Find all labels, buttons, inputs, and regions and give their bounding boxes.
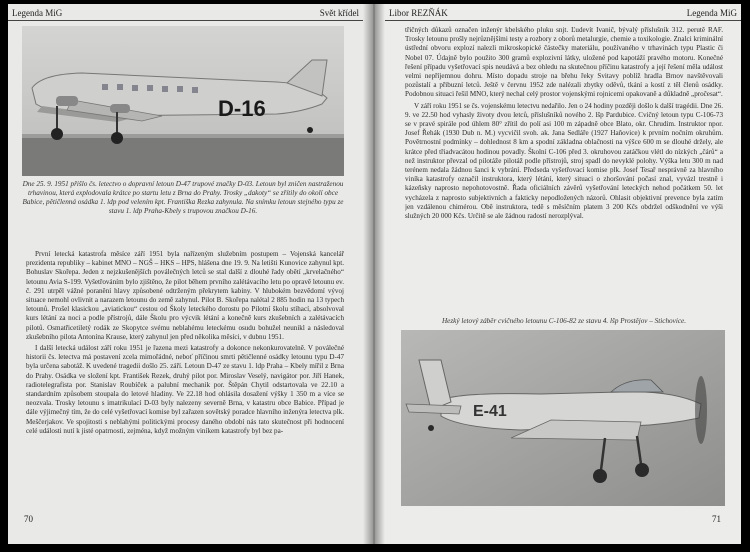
paragraph: třičných důkazů označen inženýr kbelského pluku snjt. Ľudevít Ivanič, bývalý příslušník 312. perutě RAF. Trosky letounu prošly nejrůznějšími testy a rozbory z oborů metalurgie, chemie a toxikologie. Znalci kriminální ústřední obvoru explozí nalezli mikroskopické částečky materiálu, používaného v trhavinách typu Plastic či Nobel 07. Údajně bylo použito 300 gramů explozivní látky, uložené pod kapotáží pravého motoru. Konečné řešení případu vyšetřovací spis neudává a bez ohledu na skutečnou příčinu katastrofy a její řešení měla událost velmi nepříjemnou dohru. Místo dopadu stroje na břehu řeky Svitavy poblíž hradla Brnov navštěvovali pozůstalí a přibuzní letců. Ještě v červnu 1952 zde nalézali zbytky oděvů, tkání a kostí z těl členů osádky. Podobnou situaci řešil MNO, který nechal celý prostor vojenskými rojnicemi opakovaně a důkladně „pročesat“. xyxy=(405,26,723,99)
dc3-photo-illustration xyxy=(22,26,344,176)
c106-photo-illustration xyxy=(401,330,725,506)
header-author: Libor REZŇÁK xyxy=(389,8,448,18)
body-text-right xyxy=(405,26,723,312)
book-gutter xyxy=(363,4,385,544)
paragraph: První letecká katastrofa měsíce září 1951 byla nařízeným služebním postupem – Vojenská kancelář prezidenta republiky – kabinet MNO – NGŠ – HKS – HPS, hlášena dne 19. 9. Na letišti Kunovice zahynul kpt. Bohuslav Skořepa. Jeden z nejzkušenějších poválečných letců se stal další z dlouhé řady obětí „krvelačného“ letounu Avia S-199. Vyšetřováním bylo zjištěno, že pilot během prvního zalétávacího letu po opravě letounu ev. č. 291 utrpěl vážné poranění hlavy způsobené odtrženým překrytem kabiny. V hlubokém bezvědomí vývoj situace nemohl ovlivnit a narazem letounu do země zahynul. Pilot B. Skořepa nalétal 2 885 hodin na 13 typech letounů. Prošel klasickou „aviatickou“ cestou od Školy leteckého dorostu po Pilotní školu stíhací, absolvoval kurs létání za noci a podle přístrojů, dále Školu pro výcvik létání a konečně kurs zkušebních a zalétávacích pilotů. Osmatřicetiletý rodák ze Skopytce svému neblahému leteckému osudu bohužel neunikl a následoval zkušebního pilota Antonína Krause, který zahynul jen před několika měsíci, v dubnu 1951. xyxy=(26,250,344,341)
left-page xyxy=(8,4,363,544)
photo-dc3-aircraft xyxy=(22,26,344,176)
right-page xyxy=(385,4,741,544)
header-series: Svět křídel xyxy=(319,8,359,18)
page-number-right: 71 xyxy=(712,514,721,524)
page-number-left: 70 xyxy=(24,514,33,524)
aircraft-registration-text: D-16 xyxy=(218,96,266,121)
running-header-right xyxy=(385,8,741,21)
header-book-title: Legenda MiG xyxy=(686,8,737,18)
paragraph: V září roku 1951 se čs. vojenskému letectvu nedařilo. Jen o 24 hodiny později došlo k další tragédii. Dne 26. 9. ve 22.50 hod vyhasly životy dvou letců, příslušníků nového 2. lšp Pardubice. Cvičný letoun typu C-106-73 se v pravé spirále pod úhlem 80° zřítil do polí asi 100 m západně obce Blato, okr. Chrudim. Instruktor npor. Josef Řehák (1930 Dub n. M.) vycvičil svoh. ak. Jana Sedláře (1927 Haňovice) k prvním nočním okruhům. Povětrnostní podmínky – dohlednost 8 km a spodní základna oblačnosti na výšce 600 m se dlouhé držely, ale krátce před třiadvacátou hodinou povadly. Školní C-106 před 3. okruhovou zatáčkou vlétl do nízkých „čárů“ a než instruktor převzal od pilotáže pilotáž podle přístrojů, stroj spadl do nevyklé polohy. Výška letu 300 m nad terénem nedala žádnou šanci k vybrání. Předseda vyšetřovací komise plk. Josef Tesař nesprávně za hlavního viníka katastrofy označil instruktora, který létání, který situaci o zhoršování počasí znal, vyvázl trestně i kázeňsky naprosto nepohotovostně. Řada oficiálních závěrů vyšetřování leteckých nehod počátkem 50. let vycházela z naprosto subjektivních a fakticky nepodložených názorů. Ohlasit objektivní prevence byla zatím jen vzdálenou chimérou. Obě instruktora, tedě s měsíčním platem 3 200 Kčs obdržel odškodnění ve výši služných 20 000 Kčs. Určitě se ale žádnou radostí nerozplýval. xyxy=(405,101,723,221)
photo-caption-left: Dne 25. 9. 1951 přišlo čs. letectvo o dopravní letoun D-47 trupové značky D-03. Letoun byl zničen nastraženou trhavinou, která explodovala krátce po startu letu z Brna do Prahy. Trosky „dakoty“ se zřítily do okolí obce Babice, pětičlenná osádka 1. ldp pod velením kpt. Františka Rezka zahynula. Na snímku letoun stejného typu ze stavu 1. ldp Praha-Kbely s trupovou značkou D-16. xyxy=(22,180,344,215)
body-text-left xyxy=(26,250,344,505)
photo-c106-aircraft xyxy=(401,330,725,506)
header-book-title: Legenda MiG xyxy=(12,8,63,18)
running-header-left xyxy=(8,8,363,21)
aircraft-marking-text: E-41 xyxy=(473,403,507,420)
paragraph: I další letecká událost září roku 1951 je řazena mezi katastrofy a dokonce nekonkurovatelně. V poválečné historii čs. letectva má postavení zcela mimořádné, neboť příčinou smrti pětičlenné osádky letounu typu D-47 byla určena sabotáž. K uvedené tragedii došlo 25. září. Letoun D-47 ze stavu 1. ldp Praha – Kbely mířil z Brna do Prahy. Osádka ve složení kpt. František Rezek, druhý pilot por. Miroslav Veselý, navigátor por. Jiří Hanek, radiotelegrafista por. Stanislav Roubíček a palubní mechanik por. Štěpán Chytil odstartovala ve 22.10 a standardním způsobem stoupala do letové hladiny. Ve 22.18 hod ohlásila dosažení výšky 1 350 m a více se neozvala. Trosky letounu s imatrikulací D-03 byly nalezeny severně Brna, v katastru obce Babice. Případ je dále výjimečný tím, že do celé vyšetřovací komise byl zařazen sovětský poradce hlavního inženýra letectva plk. Meščerjakov. Ve spojitosti s neblahými politickými procesy daného období nás tato skutečnost při hodnocení celé události nutí k jisté opatrnosti, zejména, když možným viníkem katastrofy byl bez pa- xyxy=(26,344,344,435)
photo-caption-right: Hezký letový záběr cvičného letounu C-106-82 ze stavu 4. lšp Prostějov – Stichovice. xyxy=(441,317,687,325)
